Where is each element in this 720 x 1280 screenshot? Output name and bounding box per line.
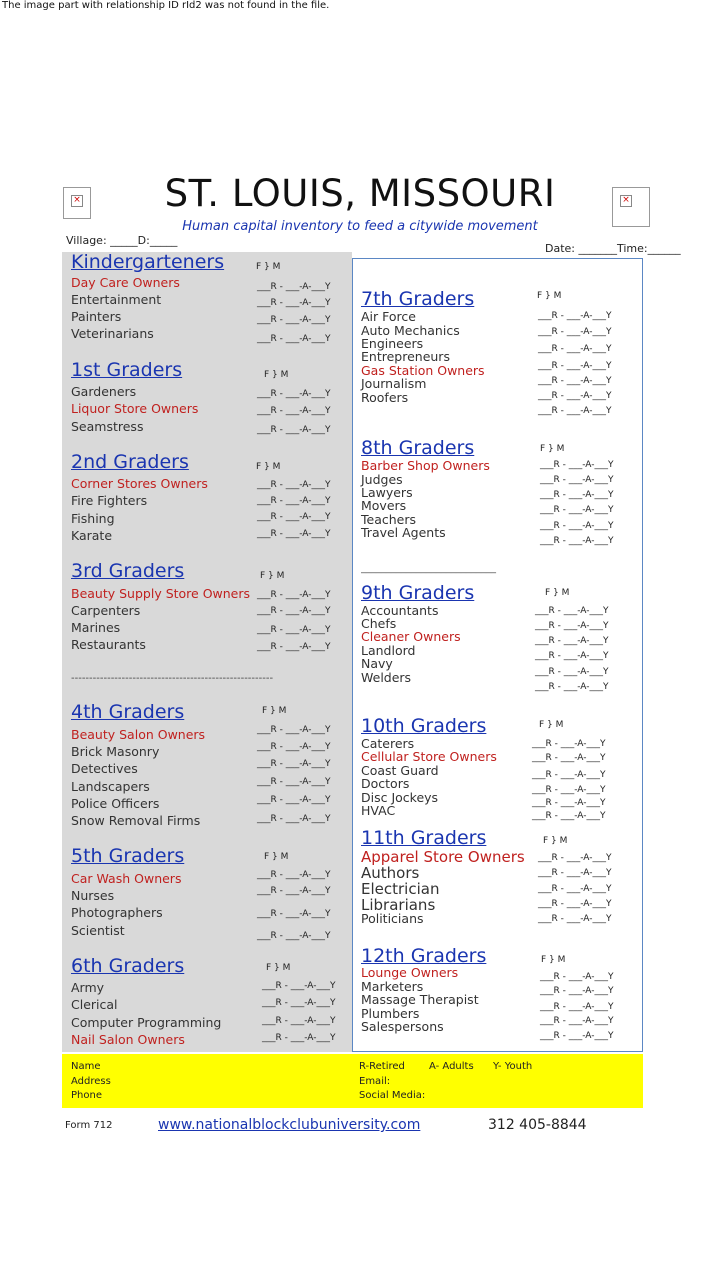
list-item: Electrician [361,880,440,898]
fm-label: F } M [256,262,281,272]
list-item: Chefs [361,616,397,631]
list-item: Clerical [71,997,118,1012]
rating-line: ___R - ___-A-___Y [257,759,331,769]
list-item: Car Wash Owners [71,871,182,886]
rating-line: ___R - ___-A-___Y [538,361,612,371]
list-item: Marines [71,620,121,635]
fm-label: F } M [262,706,287,716]
list-item: Police Officers [71,796,160,811]
list-item: Seamstress [71,419,144,434]
list-item: Lounge Owners [361,965,459,980]
rating-line: ___R - ___-A-___Y [540,972,614,982]
fm-label: F } M [260,571,285,581]
fm-label: F } M [539,720,564,730]
rating-line: ___R - ___-A-___Y [257,529,331,539]
fm-label: F } M [540,444,565,454]
list-item: Computer Programming [71,1015,222,1030]
list-item: Nurses [71,888,115,903]
broken-image-icon: × [620,195,632,207]
list-item: Movers [361,498,407,513]
rating-line: ___R - ___-A-___Y [257,777,331,787]
rating-line: ___R - ___-A-___Y [257,931,331,941]
rating-line: ___R - ___-A-___Y [257,870,331,880]
missing-image-message: The image part with relationship ID rId2 was not found in the file. [2,0,330,11]
rating-line: ___R - ___-A-___Y [257,406,331,416]
rating-line: ___R - ___-A-___Y [257,590,331,600]
rating-line: ___R - ___-A-___Y [540,536,614,546]
rating-line: ___R - ___-A-___Y [538,899,612,909]
list-item: Navy [361,656,393,671]
rating-line: ___R - ___-A-___Y [535,606,609,616]
village-field: Village: _____D:_____ [66,234,178,247]
list-item: Journalism [361,376,427,391]
fm-label: F } M [264,852,289,862]
list-item: Judges [361,472,403,487]
page-title: ST. LOUIS, MISSOURI [164,172,556,215]
list-item: Carpenters [71,603,141,618]
section-heading: 12th Graders [361,945,487,967]
section-heading: 2nd Graders [71,451,189,473]
list-item: Restaurants [71,637,146,652]
fm-label: F } M [266,963,291,973]
form-number: Form 712 [65,1120,113,1131]
list-item: Barber Shop Owners [361,458,490,473]
list-item: Air Force [361,309,416,324]
rating-line: ___R - ___-A-___Y [257,282,331,292]
rating-line: ___R - ___-A-___Y [257,512,331,522]
separator-line: ___________________________ [361,563,496,574]
section-heading: 9th Graders [361,582,475,604]
website-link[interactable]: www.nationalblockclubuniversity.com [158,1117,421,1133]
list-item: Authors [361,864,420,882]
list-item: Army [71,980,105,995]
list-item: Veterinarians [71,326,154,341]
rating-line: ___R - ___-A-___Y [535,651,609,661]
address-field-label: Address [71,1076,111,1087]
legend-youth: Y- Youth [493,1061,533,1072]
section-heading: 7th Graders [361,288,475,310]
section-heading: 5th Graders [71,845,185,867]
list-item: Landscapers [71,779,150,794]
rating-line: ___R - ___-A-___Y [257,886,331,896]
list-item: Marketers [361,979,424,994]
rating-line: ___R - ___-A-___Y [257,425,331,435]
phone-field-label: Phone [71,1090,102,1101]
list-item: Plumbers [361,1006,420,1021]
rating-line: ___R - ___-A-___Y [538,376,612,386]
list-item: Cellular Store Owners [361,749,497,764]
rating-line: ___R - ___-A-___Y [538,311,612,321]
list-item: Caterers [361,736,415,751]
list-item: Salespersons [361,1019,444,1034]
fm-label: F } M [545,588,570,598]
rating-line: ___R - ___-A-___Y [538,884,612,894]
list-item: Cleaner Owners [361,629,461,644]
rating-line: ___R - ___-A-___Y [538,391,612,401]
section-heading: 6th Graders [71,955,185,977]
list-item: Gardeners [71,384,137,399]
rating-line: ___R - ___-A-___Y [262,981,336,991]
list-item: Politicians [361,911,424,926]
list-item: Painters [71,309,122,324]
rating-line: ___R - ___-A-___Y [257,315,331,325]
rating-line: ___R - ___-A-___Y [257,480,331,490]
page-subtitle: Human capital inventory to feed a citywide movement [182,219,538,234]
rating-line: ___R - ___-A-___Y [257,606,331,616]
rating-line: ___R - ___-A-___Y [538,344,612,354]
date-time-field: Date: _______Time:______ [545,242,681,255]
rating-line: ___R - ___-A-___Y [532,739,606,749]
list-item: Teachers [361,512,416,527]
list-item: Engineers [361,336,424,351]
fm-label: F } M [537,291,562,301]
list-item: Liquor Store Owners [71,401,199,416]
list-item: Photographers [71,905,163,920]
rating-line: ___R - ___-A-___Y [257,795,331,805]
list-item: Welders [361,670,412,685]
rating-line: ___R - ___-A-___Y [535,636,609,646]
fm-label: F } M [541,955,566,965]
list-item: Gas Station Owners [361,363,485,378]
list-item: Fire Fighters [71,493,148,508]
rating-line: ___R - ___-A-___Y [257,725,331,735]
rating-line: ___R - ___-A-___Y [540,460,614,470]
list-item: Lawyers [361,485,413,500]
rating-line: ___R - ___-A-___Y [262,1033,336,1043]
fm-label: F } M [543,836,568,846]
list-item: Entertainment [71,292,162,307]
rating-line: ___R - ___-A-___Y [257,334,331,344]
legend-adults: A- Adults [429,1061,474,1072]
list-item: Massage Therapist [361,992,479,1007]
list-item: Detectives [71,761,138,776]
rating-line: ___R - ___-A-___Y [538,406,612,416]
broken-image-icon: × [71,195,83,207]
list-item: Librarians [361,896,436,914]
section-heading: 8th Graders [361,437,475,459]
rating-line: ___R - ___-A-___Y [257,642,331,652]
rating-line: ___R - ___-A-___Y [535,621,609,631]
legend-retired: R-Retired [359,1061,405,1072]
list-item: Snow Removal Firms [71,813,201,828]
rating-line: ___R - ___-A-___Y [540,1002,614,1012]
rating-line: ___R - ___-A-___Y [257,742,331,752]
list-item: Apparel Store Owners [361,848,525,866]
list-item: Nail Salon Owners [71,1032,185,1047]
contact-phone: 312 405-8844 [488,1117,587,1133]
rating-line: ___R - ___-A-___Y [535,682,609,692]
rating-line: ___R - ___-A-___Y [540,1016,614,1026]
rating-line: ___R - ___-A-___Y [532,753,606,763]
section-heading: Kindergarteners [71,251,225,273]
section-heading: 3rd Graders [71,560,185,582]
name-field-label: Name [71,1061,101,1072]
list-item: Roofers [361,390,409,405]
rating-line: ___R - ___-A-___Y [532,811,606,821]
list-item: Beauty Supply Store Owners [71,586,251,601]
rating-line: ___R - ___-A-___Y [257,909,331,919]
section-heading: 4th Graders [71,701,185,723]
list-item: Fishing [71,511,115,526]
rating-line: ___R - ___-A-___Y [532,770,606,780]
rating-line: ___R - ___-A-___Y [538,868,612,878]
rating-line: ___R - ___-A-___Y [257,814,331,824]
list-item: Entrepreneurs [361,349,450,364]
rating-line: ___R - ___-A-___Y [262,998,336,1008]
rating-line: ___R - ___-A-___Y [540,475,614,485]
rating-line: ___R - ___-A-___Y [538,853,612,863]
list-item: Auto Mechanics [361,323,460,338]
rating-line: ___R - ___-A-___Y [532,798,606,808]
section-heading: 1st Graders [71,359,183,381]
rating-line: ___R - ___-A-___Y [262,1016,336,1026]
fm-label: F } M [264,370,289,380]
email-field-label: Email: [359,1076,391,1087]
social-media-field-label: Social Media: [359,1090,426,1101]
list-item: Doctors [361,776,410,791]
list-item: HVAC [361,803,396,818]
list-item: Accountants [361,603,439,618]
fm-label: F } M [256,462,281,472]
rating-line: ___R - ___-A-___Y [540,505,614,515]
list-item: Day Care Owners [71,275,180,290]
list-item: Karate [71,528,113,543]
list-item: Corner Stores Owners [71,476,208,491]
list-item: Brick Masonry [71,744,160,759]
rating-line: ___R - ___-A-___Y [540,521,614,531]
rating-line: ___R - ___-A-___Y [257,389,331,399]
rating-line: ___R - ___-A-___Y [540,986,614,996]
rating-line: ___R - ___-A-___Y [257,496,331,506]
list-item: Disc Jockeys [361,790,439,805]
rating-line: ___R - ___-A-___Y [538,914,612,924]
rating-line: ___R - ___-A-___Y [540,490,614,500]
section-heading: 10th Graders [361,715,487,737]
rating-line: ___R - ___-A-___Y [257,298,331,308]
rating-line: ___R - ___-A-___Y [535,667,609,677]
separator-line: -------------------------------------------------------- [71,673,274,684]
rating-line: ___R - ___-A-___Y [540,1031,614,1041]
section-heading: 11th Graders [361,827,487,849]
rating-line: ___R - ___-A-___Y [538,327,612,337]
rating-line: ___R - ___-A-___Y [257,625,331,635]
list-item: Travel Agents [361,525,446,540]
list-item: Landlord [361,643,416,658]
list-item: Beauty Salon Owners [71,727,206,742]
list-item: Scientist [71,923,125,938]
rating-line: ___R - ___-A-___Y [532,785,606,795]
list-item: Coast Guard [361,763,439,778]
contact-box [62,1054,643,1108]
